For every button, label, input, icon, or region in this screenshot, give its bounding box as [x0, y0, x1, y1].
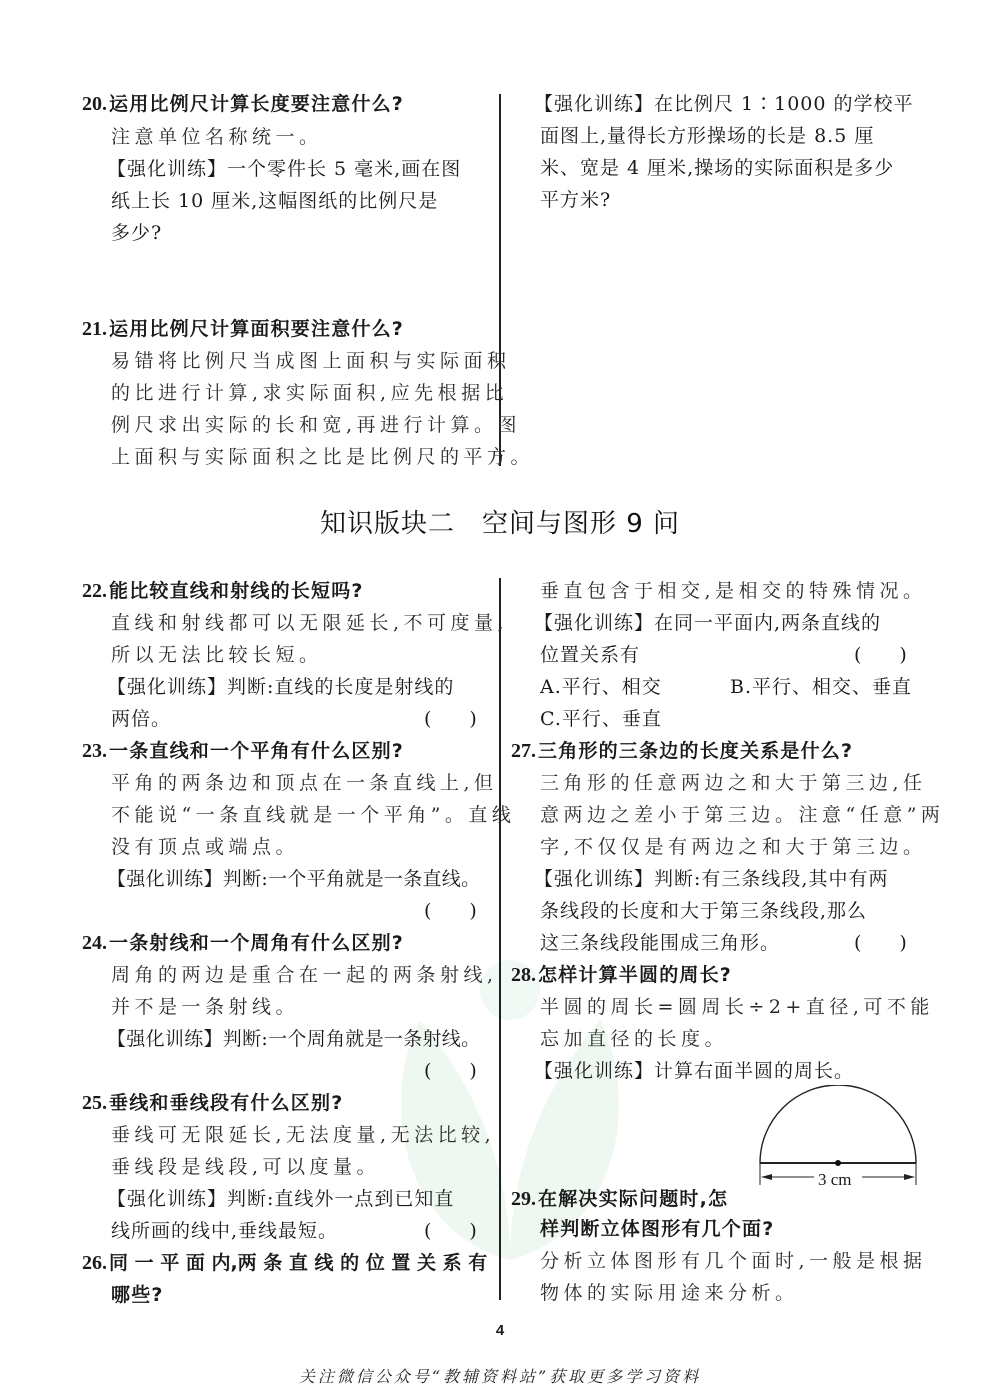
page-number: 4 [495, 1322, 505, 1339]
footer-note: 关注微信公众号“教辅资料站”获取更多学习资料 [298, 1367, 702, 1386]
answer-27-line: 三角形的任意两边之和大于第三边,任 [540, 772, 927, 794]
answer-22-line: 直线和射线都可以无限延长,不可度量, [111, 612, 509, 634]
column-divider-bottom [499, 578, 501, 1300]
question-26-title: 26. 同 一 平 面 内,两 条 直 线 的 位 置 关 系 有 [82, 1252, 488, 1274]
training-27-line: 【强化训练】判断:有三条线段,其中有两 [534, 868, 889, 890]
answer-21-line: 的比进行计算,求实际面积,应先根据比 [111, 382, 509, 404]
answer-blank-24[interactable]: ( ) [424, 1060, 477, 1082]
answer-29-line: 物体的实际用途来分析。 [540, 1282, 799, 1304]
training-22-line: 【强化训练】判断:直线的长度是射线的 [107, 676, 455, 698]
question-28-title: 28. 怎样计算半圆的周长? [511, 964, 733, 986]
option-a[interactable]: A.平行、相交 [540, 676, 662, 698]
section-title: 知识版块二 空间与图形 9 问 [319, 509, 681, 539]
answer-25-line: 垂线段是线段,可以度量。 [111, 1156, 381, 1178]
question-21-title: 21. 运用比例尺计算面积要注意什么? [82, 318, 405, 340]
training-21-right-line: 平方米? [540, 189, 612, 211]
answer-20-line: 注意单位名称统一。 [111, 126, 323, 148]
question-29-title: 29. 在解决实际问题时,怎 [511, 1188, 729, 1210]
training-22-line: 两倍。 [111, 708, 172, 730]
training-21-right-line: 【强化训练】在比例尺 1∶1000 的学校平 [534, 93, 914, 115]
training-20-line: 纸上长 10 厘米,这幅图纸的比例尺是 [111, 190, 439, 212]
training-23-line: 【强化训练】判断:一个平角就是一条直线。 [107, 868, 481, 890]
answer-blank-25[interactable]: ( ) [424, 1220, 477, 1242]
training-27-line: 这三条线段能围成三角形。 [540, 932, 781, 954]
question-20-title: 20. 运用比例尺计算长度要注意什么? [82, 93, 405, 115]
answer-28-line: 忘加直径的长度。 [540, 1028, 729, 1050]
training-21-right-line: 米、宽是 4 厘米,操场的实际面积是多少 [540, 157, 895, 179]
question-23-title: 23. 一条直线和一个平角有什么区别? [82, 740, 405, 762]
answer-24-line: 周角的两边是重合在一起的两条射线, [111, 964, 498, 986]
training-20-line: 【强化训练】一个零件长 5 毫米,画在图 [107, 158, 462, 180]
answer-21-line: 上面积与实际面积之比是比例尺的平方。 [111, 446, 535, 468]
answer-23-line: 不能说“一条直线就是一个平角”。直线 [111, 804, 516, 826]
training-28-line: 【强化训练】计算右面半圆的周长。 [534, 1060, 855, 1082]
diameter-label: 3 cm [818, 1170, 852, 1189]
answer-blank-23[interactable]: ( ) [424, 900, 477, 922]
answer-21-line: 例尺求出实际的长和宽,再进行计算。图 [111, 414, 522, 436]
option-c[interactable]: C.平行、垂直 [540, 708, 662, 730]
answer-28-line: 半圆的周长=圆周长÷2+直径,可不能 [540, 996, 934, 1018]
question-27-title: 27. 三角形的三条边的长度关系是什么? [511, 740, 854, 762]
question-24-title: 24. 一条射线和一个周角有什么区别? [82, 932, 405, 954]
answer-24-line: 并不是一条射线。 [111, 996, 300, 1018]
training-20-line: 多少? [111, 222, 163, 244]
answer-27-line: 字,不仅仅是有两边之和大于第三边。 [540, 836, 927, 858]
question-25-title: 25. 垂线和垂线段有什么区别? [82, 1092, 344, 1114]
answer-blank-26[interactable]: ( ) [854, 644, 907, 666]
option-b[interactable]: B.平行、相交、垂直 [730, 676, 913, 698]
answer-blank-22[interactable]: ( ) [424, 708, 477, 730]
answer-26-line: 垂直包含于相交,是相交的特殊情况。 [540, 580, 927, 602]
training-26-line: 【强化训练】在同一平面内,两条直线的 [534, 612, 882, 634]
training-25-line: 【强化训练】判断:直线外一点到已知直 [107, 1188, 455, 1210]
question-29-title-cont: 样判断立体图形有几个面? [540, 1218, 775, 1240]
answer-21-line: 易错将比例尺当成图上面积与实际面积 [111, 350, 511, 372]
training-26-line: 位置关系有 [540, 644, 641, 666]
training-27-line: 条线段的长度和大于第三条线段,那么 [540, 900, 868, 922]
answer-blank-27[interactable]: ( ) [854, 932, 907, 954]
question-22-title: 22. 能比较直线和射线的长短吗? [82, 580, 364, 602]
training-25-line: 线所画的线中,垂线最短。 [111, 1220, 339, 1242]
answer-23-line: 平角的两条边和顶点在一条直线上,但 [111, 772, 498, 794]
training-24-line: 【强化训练】判断:一个周角就是一条射线。 [107, 1028, 481, 1050]
answer-29-line: 分析立体图形有几个面时,一般是根据 [540, 1250, 927, 1272]
answer-25-line: 垂线可无限延长,无法度量,无法比较, [111, 1124, 496, 1146]
answer-22-line: 所以无法比较长短。 [111, 644, 323, 666]
training-21-right-line: 面图上,量得长方形操场的长是 8.5 厘 [540, 125, 875, 147]
answer-23-line: 没有顶点或端点。 [111, 836, 300, 858]
question-26-title-cont: 哪些? [111, 1284, 164, 1306]
answer-27-line: 意两边之差小于第三边。注意“任意”两 [540, 804, 945, 826]
